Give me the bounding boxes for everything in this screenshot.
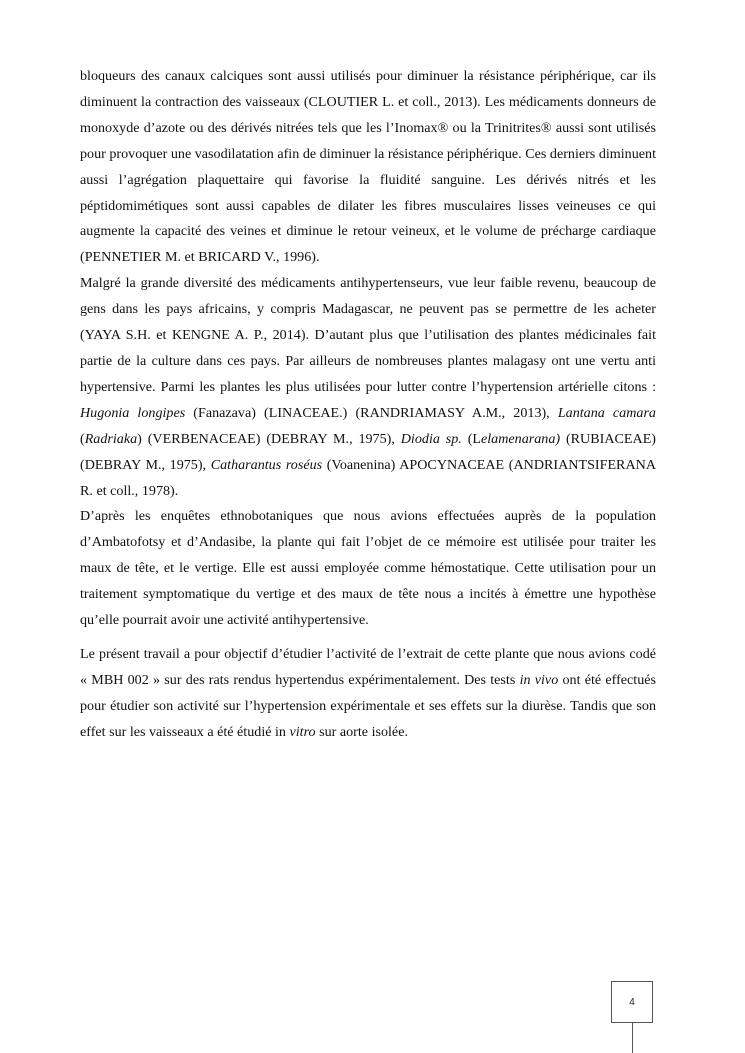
page-number: 4 (629, 996, 635, 1008)
paragraph-2-text-e: (L (461, 430, 482, 447)
paragraph-2-text-d: ) (VERBENACEAE) (DEBRAY M., 1975), (137, 430, 401, 447)
paragraph-4 (80, 642, 656, 746)
paragraph-2-text-a: Malgré la grande diversité des médicaments antihypertenseurs, vue leur faible revenu, beaucoup de gens dans les pays africains, y compris Madagascar, ne peuvent pas se permettre de les acheter (YAYA S.H. et KENGNE A. P., 2014). D’autant plus que l’utilisation des plantes médicinales fait partie de la culture dans ces pays. Par ailleurs de nombreuses plantes malagasy ont une vertu anti hypertensive. Parmi les plantes les plus utilisées pour lutter contre l’hypertension artérielle citons : (80, 275, 656, 395)
page-number-connector-line (632, 1023, 633, 1053)
plant-local-name-lelamenarana: elamenarana) (481, 430, 561, 447)
paragraph-1: bloqueurs des canaux calciques sont aussi utilisés pour diminuer la résistance périphérique, car ils diminuent la contraction des vaisseaux (CLOUTIER L. et coll., 2013). Les médicaments donneurs de monoxyde d’azote ou des dérivés nitrées tels que les l’Inomax® ou la Trinitrites® aussi sont utilisés pour provoquer une vasodilatation afin de diminuer la résistance périphérique. Ces derniers diminuent aussi l’agrégation plaquettaire qui favorise la fluidité sanguine. Les dérivés nitrés et les péptidomimétiques sont aussi capables de dilater les fibres musculaires lisses veineuses ce qui augmente la capacité des veines et diminue le retour veineux, et le volume de précharge cardiaque (PENNETIER M. et BRICARD V., 1996). (80, 68, 656, 266)
paragraph-2-text-b: (Fanazava) (LINACEAE.) (RANDRIAMASY A.M., 2013), (185, 404, 558, 421)
paragraph-2 (80, 271, 656, 504)
paragraph-2-text-f: (RUBIACEAE) (DEBRAY M., 1975), (80, 430, 656, 473)
plant-name-hugonia: Hugonia longipes (80, 404, 186, 421)
paragraph-4-text-a: Le présent travail a pour objectif d’étudier l’activité de l’extrait de cette plante que nous avions codé « MBH 002 » sur des rats rendus hypertendus expérimentalement. Des tests (80, 645, 656, 688)
paragraph-spacer (80, 634, 656, 642)
plant-name-lantana: Lantana camara (557, 404, 656, 421)
term-vitro: vitro (289, 723, 316, 740)
document-body (80, 64, 656, 746)
paragraph-2-text-g: (Voanenina) APOCYNACEAE (ANDRIANTSIFERANA R. et coll., 1978). (80, 456, 656, 499)
plant-name-diodia: Diodia sp. (400, 430, 462, 447)
term-in-vivo: in vivo (519, 671, 559, 688)
paragraph-4-text-c: sur aorte isolée. (315, 723, 408, 740)
paragraph-2-text-c: ( (80, 430, 85, 447)
paragraph-4-text-b: ont été effectués pour étudier son activité sur l’hypertension expérimentale et ses effets sur la diurèse. Tandis que son effet sur les vaisseaux a été étudié in (80, 671, 657, 740)
paragraph-3: D’après les enquêtes ethnobotaniques que nous avions effectuées auprès de la population d’Ambatofotsy et d’Andasibe, la plante qui fait l’objet de ce mémoire est utilisée pour traiter les maux de tête, et le vertige. Elle est aussi employée comme hémostatique. Cette utilisation pour un traitement symptomatique du vertige et des maux de tête nous a incités à émettre une hypothèse qu’elle pourrait avoir une activité antihypertensive. (80, 508, 656, 629)
plant-name-catharantus: Catharantus roséus (210, 456, 323, 473)
page-number-box (611, 981, 653, 1023)
plant-local-name-radriaka: Radriaka (84, 430, 138, 447)
